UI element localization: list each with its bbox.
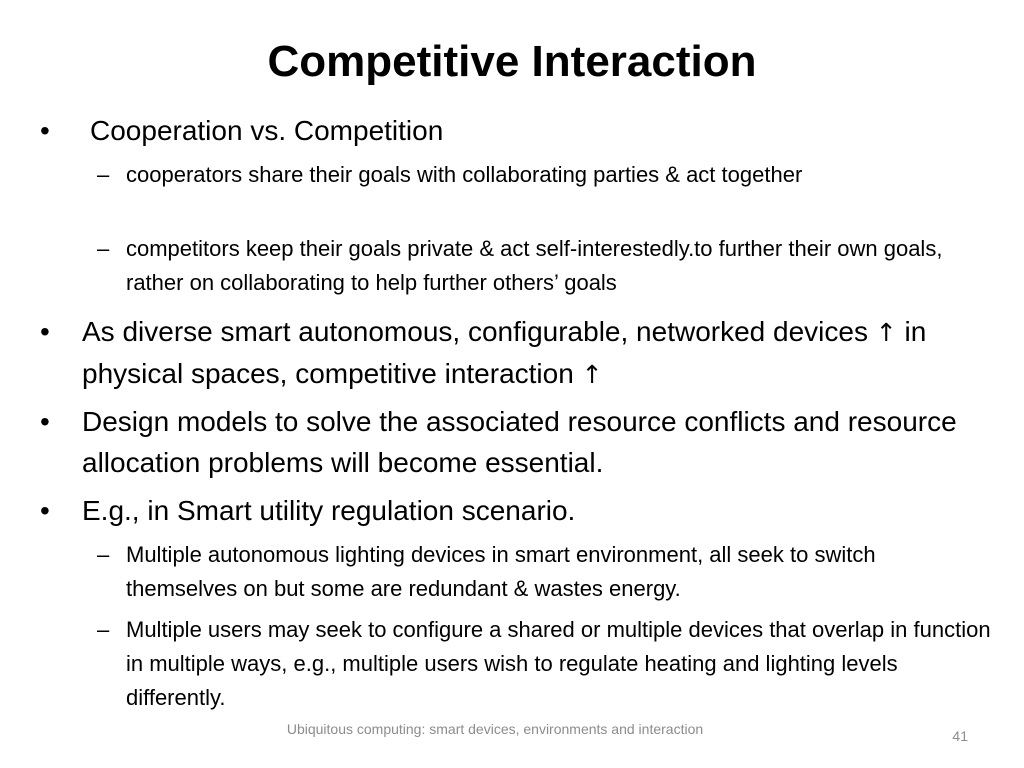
slide-title: Competitive Interaction [267,37,757,86]
bullet-cooperation-vs-competition [40,110,940,151]
bullet-marker: • [40,316,50,347]
bullet-design-models [40,401,960,483]
page-number: 41 [952,728,968,744]
subbullet-text: Multiple users may seek to configure a shared or multiple devices that overlap in function in multiple ways, e.g., multiple users wish to regulate heating and lighting levels differently. [126,617,991,710]
slide-footer: Ubiquitous computing: smart devices, environments and interaction [286,721,704,737]
subbullet-lighting-devices [97,538,992,606]
dash-marker: – [97,162,110,187]
up-arrow-icon: ↑ [875,318,897,347]
bullet-smart-utility [40,490,960,531]
bullet-text: Cooperation vs. Competition [90,115,444,146]
bullet-marker: • [40,495,50,526]
up-arrow-icon: ↑ [581,360,603,389]
bullet-text-part2: in physical spaces, competitive interaction [82,316,927,389]
bullet-text-part1: As diverse smart autonomous, configurable, networked devices [82,316,868,347]
bullet-marker: • [40,406,50,437]
subbullet-competitors [97,232,992,300]
subbullet-multiple-users [97,613,992,715]
bullet-marker: • [40,115,50,146]
bullet-text: E.g., in Smart utility regulation scenario. [82,495,576,526]
subbullet-text: Multiple autonomous lighting devices in smart environment, all seek to switch themselves on but some are redundant & wastes energy. [126,542,876,601]
subbullet-text: cooperators share their goals with collaborating parties & act together [126,162,803,187]
bullet-text: Design models to solve the associated resource conflicts and resource allocation problems will become essential. [82,406,957,478]
dash-marker: – [97,542,110,567]
bullet-diverse-smart-devices [40,311,960,395]
subbullet-text: competitors keep their goals private & act self-interestedly.to further their own goals, rather on collaborating to help further others’ goals [126,236,943,295]
dash-marker: – [97,236,110,261]
dash-marker: – [97,617,110,642]
subbullet-cooperators [97,158,897,192]
